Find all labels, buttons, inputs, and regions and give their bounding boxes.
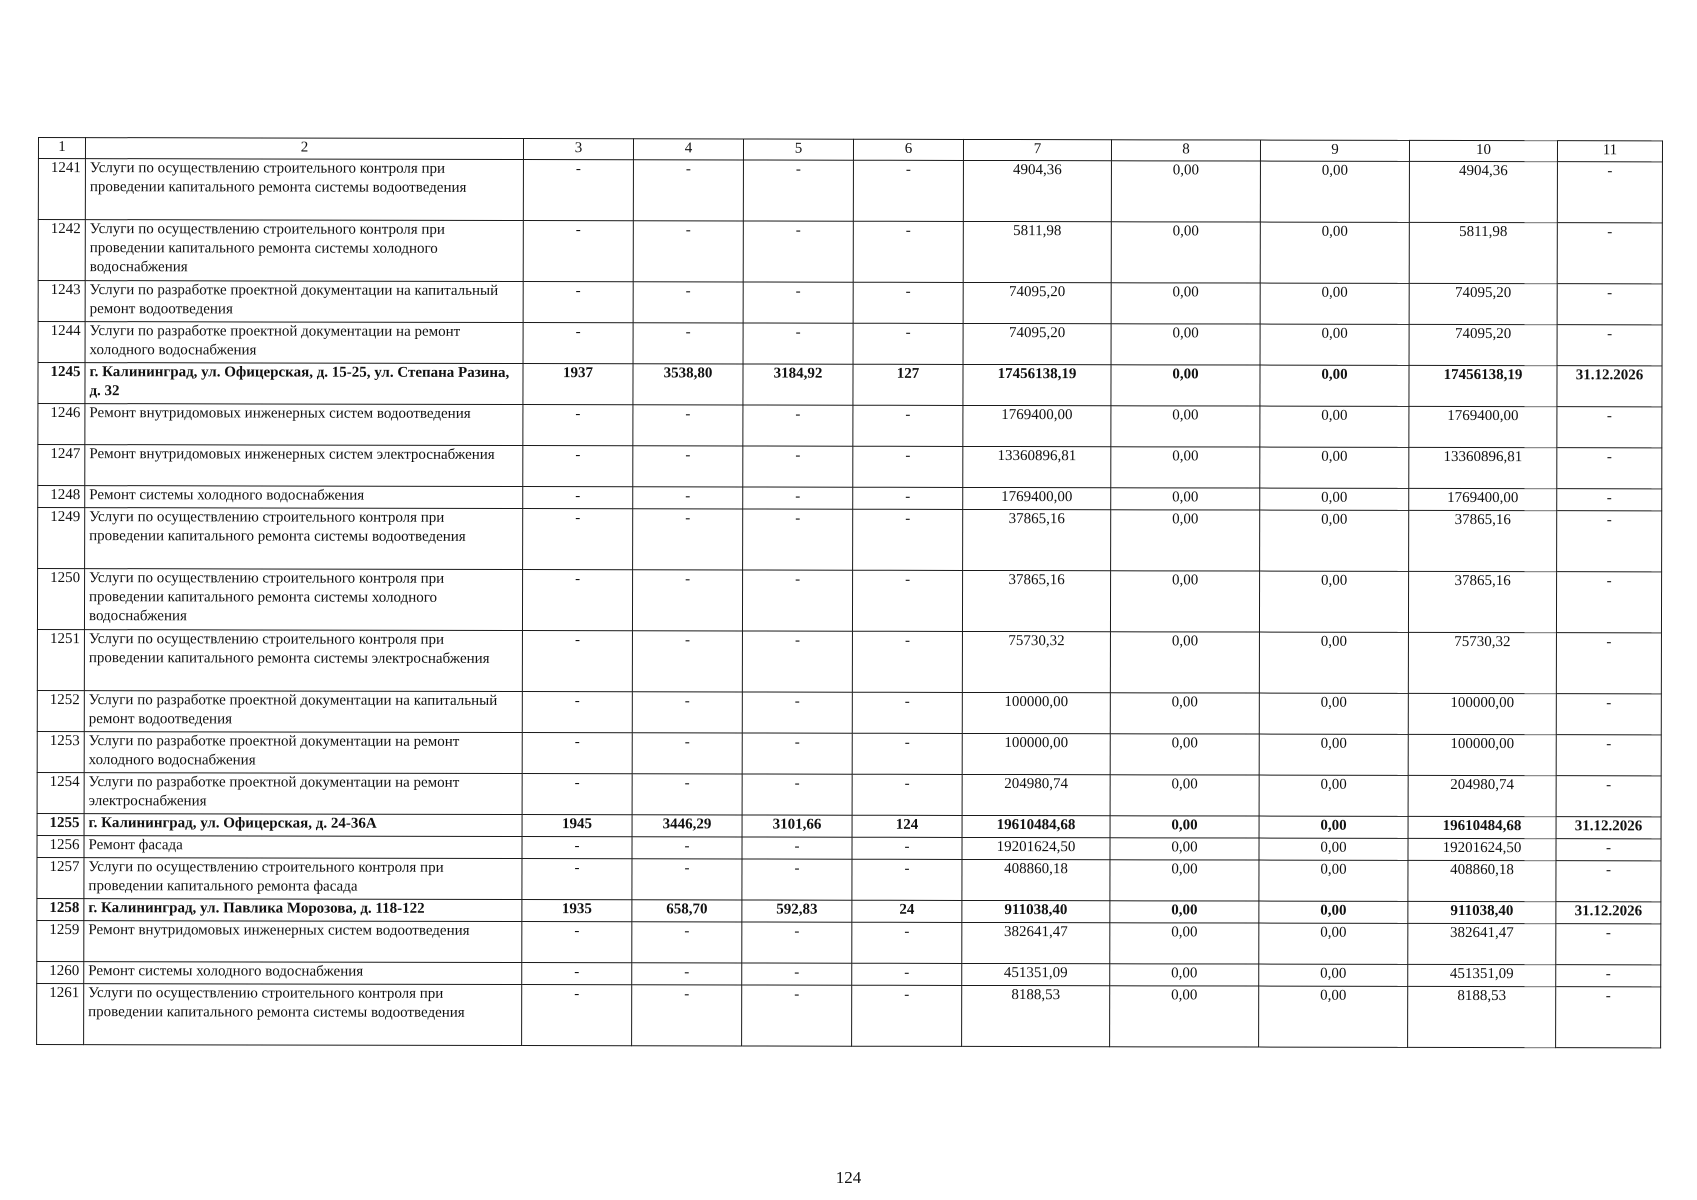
living-area-cell: - bbox=[742, 837, 852, 859]
item-name: Услуги по разработке проектной документации на ремонт холодного водоснабжения bbox=[85, 322, 523, 364]
work-item-row bbox=[37, 731, 1661, 775]
other-cost-cell: 0,00 bbox=[1259, 838, 1408, 860]
row-number: 1244 bbox=[38, 322, 85, 363]
year-built-cell: - bbox=[523, 221, 633, 282]
total-cost-cell: 100000,00 bbox=[962, 733, 1110, 774]
living-area-cell: - bbox=[742, 733, 852, 774]
total-cost-cell: 5811,98 bbox=[963, 221, 1111, 282]
fund-cost-cell: 0,00 bbox=[1111, 406, 1260, 447]
total-area-cell: - bbox=[632, 631, 742, 692]
year-built-cell: - bbox=[523, 509, 633, 570]
living-area-cell: - bbox=[742, 963, 852, 985]
total-area-cell: - bbox=[632, 859, 742, 900]
other-cost-cell: 0,00 bbox=[1259, 632, 1408, 693]
item-name: Услуги по осуществлению строительного контроля при проведении капитального ремонта системы водоотведения bbox=[85, 508, 523, 570]
column-number: 2 bbox=[85, 138, 523, 160]
total-area-cell: - bbox=[632, 837, 742, 859]
row-number: 1245 bbox=[38, 363, 85, 404]
item-name: Ремонт внутридомовых инженерных систем водоотведения bbox=[85, 404, 523, 446]
fund-cost-cell: 0,00 bbox=[1110, 693, 1259, 734]
work-item-row bbox=[37, 920, 1661, 964]
completion-date-cell: - bbox=[1556, 735, 1661, 776]
work-item-row bbox=[38, 322, 1662, 366]
work-item-row bbox=[37, 772, 1661, 816]
regional-cost-cell: 37865,16 bbox=[1409, 510, 1557, 571]
residents-cell: - bbox=[852, 963, 962, 985]
residents-cell: - bbox=[853, 487, 963, 509]
year-built-cell: - bbox=[523, 405, 633, 446]
other-cost-cell: 0,00 bbox=[1259, 571, 1408, 632]
total-area-cell: - bbox=[632, 963, 742, 985]
year-built-cell: - bbox=[523, 487, 633, 509]
work-item-row bbox=[37, 690, 1661, 734]
work-item-row bbox=[37, 629, 1661, 693]
other-cost-cell: 0,00 bbox=[1260, 161, 1409, 222]
regional-cost-cell: 1769400,00 bbox=[1409, 488, 1557, 510]
residents-cell: - bbox=[852, 859, 962, 900]
other-cost-cell: 0,00 bbox=[1259, 860, 1408, 901]
item-name: Ремонт системы холодного водоснабжения bbox=[84, 962, 522, 985]
living-area-cell: - bbox=[742, 922, 852, 963]
residents-cell: 24 bbox=[852, 900, 962, 922]
item-name: Ремонт фасада bbox=[84, 836, 522, 859]
residents-cell: - bbox=[852, 631, 962, 692]
completion-date-cell: - bbox=[1557, 511, 1662, 572]
total-cost-cell: 204980,74 bbox=[962, 774, 1110, 815]
work-item-row bbox=[38, 508, 1662, 572]
row-number: 1241 bbox=[38, 159, 85, 220]
total-area-cell: - bbox=[633, 446, 743, 487]
column-number: 6 bbox=[853, 139, 963, 160]
regional-cost-cell: 13360896,81 bbox=[1409, 447, 1557, 488]
total-cost-cell: 8188,53 bbox=[962, 985, 1110, 1046]
total-area-cell: - bbox=[633, 221, 743, 282]
fund-cost-cell: 0,00 bbox=[1111, 161, 1260, 222]
regional-cost-cell: 911038,40 bbox=[1408, 901, 1556, 923]
column-number: 9 bbox=[1260, 140, 1409, 161]
regional-cost-cell: 451351,09 bbox=[1408, 964, 1556, 986]
item-name: Услуги по осуществлению строительного контроля при проведении капитального ремонта системы водоотведения bbox=[84, 984, 522, 1046]
other-cost-cell: 0,00 bbox=[1259, 734, 1408, 775]
item-name: г. Калининград, ул. Офицерская, д. 24-36А bbox=[84, 814, 522, 837]
other-cost-cell: 0,00 bbox=[1259, 901, 1408, 923]
total-area-cell: - bbox=[632, 985, 742, 1046]
column-number: 7 bbox=[963, 139, 1111, 160]
living-area-cell: - bbox=[743, 323, 853, 364]
year-built-cell: - bbox=[522, 859, 632, 900]
completion-date-cell: - bbox=[1557, 223, 1662, 284]
living-area-cell: - bbox=[743, 405, 853, 446]
year-built-cell: - bbox=[523, 282, 633, 323]
row-number: 1259 bbox=[37, 920, 84, 961]
living-area-cell: - bbox=[743, 160, 853, 221]
total-cost-cell: 17456138,19 bbox=[963, 364, 1111, 405]
other-cost-cell: 0,00 bbox=[1260, 447, 1409, 488]
fund-cost-cell: 0,00 bbox=[1111, 283, 1260, 324]
work-item-row bbox=[37, 983, 1661, 1047]
fund-cost-cell: 0,00 bbox=[1110, 901, 1259, 923]
total-cost-cell: 408860,18 bbox=[962, 859, 1110, 900]
fund-cost-cell: 0,00 bbox=[1110, 632, 1259, 693]
regional-cost-cell: 100000,00 bbox=[1408, 734, 1556, 775]
total-cost-cell: 13360896,81 bbox=[963, 446, 1111, 487]
total-area-cell: 3538,80 bbox=[633, 364, 743, 405]
total-cost-cell: 911038,40 bbox=[962, 900, 1110, 922]
fund-cost-cell: 0,00 bbox=[1111, 510, 1260, 571]
fund-cost-cell: 0,00 bbox=[1111, 324, 1260, 365]
row-number: 1258 bbox=[37, 898, 84, 920]
completion-date-cell: - bbox=[1556, 839, 1661, 861]
other-cost-cell: 0,00 bbox=[1260, 510, 1409, 571]
residents-cell: - bbox=[853, 446, 963, 487]
column-number: 1 bbox=[38, 138, 85, 159]
fund-cost-cell: 0,00 bbox=[1110, 571, 1259, 632]
residents-cell: - bbox=[853, 323, 963, 364]
row-number: 1260 bbox=[37, 961, 84, 983]
column-number: 10 bbox=[1409, 140, 1557, 161]
year-built-cell: - bbox=[523, 323, 633, 364]
living-area-cell: 592,83 bbox=[742, 900, 852, 922]
item-name: Услуги по разработке проектной документации на капитальный ремонт водоотведения bbox=[84, 691, 522, 733]
row-number: 1248 bbox=[38, 486, 85, 508]
residents-cell: - bbox=[853, 405, 963, 446]
item-name: Услуги по осуществлению строительного контроля при проведении капитального ремонта фасада bbox=[84, 858, 522, 900]
item-name: Услуги по разработке проектной документации на ремонт холодного водоснабжения bbox=[84, 732, 522, 774]
total-cost-cell: 19201624,50 bbox=[962, 837, 1110, 859]
total-cost-cell: 37865,16 bbox=[962, 570, 1110, 631]
page-number: 124 bbox=[835, 1168, 862, 1187]
living-area-cell: - bbox=[742, 631, 852, 692]
residents-cell: 127 bbox=[853, 364, 963, 405]
completion-date-cell: - bbox=[1557, 325, 1662, 366]
fund-cost-cell: 0,00 bbox=[1110, 964, 1259, 986]
residents-cell: - bbox=[853, 160, 963, 221]
row-number: 1249 bbox=[38, 508, 85, 569]
year-built-cell: - bbox=[522, 631, 632, 692]
fund-cost-cell: 0,00 bbox=[1110, 734, 1259, 775]
fund-cost-cell: 0,00 bbox=[1111, 488, 1260, 510]
row-number: 1254 bbox=[37, 772, 84, 813]
item-name: г. Калининград, ул. Павлика Морозова, д. 118-122 bbox=[84, 899, 522, 922]
total-area-cell: - bbox=[633, 405, 743, 446]
work-item-row bbox=[37, 569, 1661, 633]
year-built-cell: - bbox=[522, 922, 632, 963]
living-area-cell: - bbox=[742, 570, 852, 631]
residents-cell: - bbox=[853, 282, 963, 323]
completion-date-cell: - bbox=[1556, 965, 1661, 987]
other-cost-cell: 0,00 bbox=[1259, 964, 1408, 986]
item-name: Ремонт системы холодного водоснабжения bbox=[85, 486, 523, 509]
total-area-cell: - bbox=[632, 774, 742, 815]
fund-cost-cell: 0,00 bbox=[1110, 923, 1259, 964]
other-cost-cell: 0,00 bbox=[1259, 775, 1408, 816]
year-built-cell: 1937 bbox=[523, 364, 633, 405]
residents-cell: - bbox=[852, 570, 962, 631]
work-item-row bbox=[38, 445, 1662, 489]
other-cost-cell: 0,00 bbox=[1260, 365, 1409, 406]
total-cost-cell: 19610484,68 bbox=[962, 815, 1110, 837]
living-area-cell: 3101,66 bbox=[742, 815, 852, 837]
item-name: Услуги по осуществлению строительного контроля при проведении капитального ремонта системы электроснабжения bbox=[84, 630, 522, 692]
total-area-cell: - bbox=[633, 282, 743, 323]
living-area-cell: - bbox=[743, 509, 853, 570]
row-number: 1255 bbox=[37, 813, 84, 835]
year-built-cell: - bbox=[523, 160, 633, 221]
item-name: Услуги по разработке проектной документации на ремонт электроснабжения bbox=[84, 773, 522, 815]
residents-cell: - bbox=[852, 774, 962, 815]
row-number: 1261 bbox=[37, 983, 84, 1044]
year-built-cell: 1945 bbox=[522, 815, 632, 837]
living-area-cell: - bbox=[743, 487, 853, 509]
total-area-cell: - bbox=[633, 160, 743, 221]
column-number: 4 bbox=[633, 139, 743, 160]
row-number: 1252 bbox=[37, 690, 84, 731]
completion-date-cell: - bbox=[1556, 987, 1661, 1048]
completion-date-cell: - bbox=[1556, 861, 1661, 902]
column-number: 5 bbox=[743, 139, 853, 160]
living-area-cell: - bbox=[742, 692, 852, 733]
other-cost-cell: 0,00 bbox=[1260, 488, 1409, 510]
total-area-cell: - bbox=[633, 509, 743, 570]
completion-date-cell: 31.12.2026 bbox=[1556, 902, 1661, 924]
regional-cost-cell: 5811,98 bbox=[1409, 222, 1557, 283]
other-cost-cell: 0,00 bbox=[1259, 693, 1408, 734]
year-built-cell: - bbox=[522, 985, 632, 1046]
year-built-cell: - bbox=[522, 570, 632, 631]
year-built-cell: - bbox=[523, 446, 633, 487]
item-name: Услуги по разработке проектной документации на капитальный ремонт водоотведения bbox=[85, 281, 523, 323]
regional-cost-cell: 75730,32 bbox=[1408, 632, 1556, 693]
other-cost-cell: 0,00 bbox=[1260, 406, 1409, 447]
fund-cost-cell: 0,00 bbox=[1110, 986, 1259, 1047]
living-area-cell: - bbox=[742, 985, 852, 1046]
fund-cost-cell: 0,00 bbox=[1110, 860, 1259, 901]
living-area-cell: - bbox=[742, 774, 852, 815]
completion-date-cell: - bbox=[1557, 448, 1662, 489]
column-number: 3 bbox=[523, 139, 633, 160]
year-built-cell: - bbox=[522, 837, 632, 859]
completion-date-cell: 31.12.2026 bbox=[1557, 366, 1662, 407]
fund-cost-cell: 0,00 bbox=[1110, 838, 1259, 860]
fund-cost-cell: 0,00 bbox=[1110, 816, 1259, 838]
residents-cell: - bbox=[853, 509, 963, 570]
row-number: 1243 bbox=[38, 281, 85, 322]
fund-cost-cell: 0,00 bbox=[1111, 447, 1260, 488]
completion-date-cell: - bbox=[1556, 924, 1661, 965]
residents-cell: - bbox=[852, 692, 962, 733]
fund-cost-cell: 0,00 bbox=[1111, 365, 1260, 406]
completion-date-cell: - bbox=[1557, 284, 1662, 325]
total-cost-cell: 1769400,00 bbox=[963, 487, 1111, 509]
living-area-cell: - bbox=[743, 446, 853, 487]
total-cost-cell: 4904,36 bbox=[963, 160, 1111, 221]
item-name: Услуги по осуществлению строительного контроля при проведении капитального ремонта системы холодного водоснабжения bbox=[85, 220, 523, 282]
total-cost-cell: 37865,16 bbox=[963, 509, 1111, 570]
completion-date-cell: - bbox=[1556, 633, 1661, 694]
regional-cost-cell: 204980,74 bbox=[1408, 775, 1556, 816]
item-name: г. Калининград, ул. Офицерская, д. 15-25, ул. Степана Разина, д. 32 bbox=[85, 363, 523, 405]
fund-cost-cell: 0,00 bbox=[1111, 222, 1260, 283]
address-row bbox=[38, 363, 1662, 407]
total-cost-cell: 382641,47 bbox=[962, 922, 1110, 963]
row-number: 1247 bbox=[38, 445, 85, 486]
residents-cell: 124 bbox=[852, 815, 962, 837]
regional-cost-cell: 19201624,50 bbox=[1408, 838, 1556, 860]
work-item-row bbox=[38, 159, 1662, 223]
residents-cell: - bbox=[853, 221, 963, 282]
total-area-cell: 3446,29 bbox=[632, 815, 742, 837]
other-cost-cell: 0,00 bbox=[1260, 324, 1409, 365]
year-built-cell: - bbox=[522, 733, 632, 774]
regional-cost-cell: 37865,16 bbox=[1408, 571, 1556, 632]
row-number: 1257 bbox=[37, 857, 84, 898]
work-item-row bbox=[38, 404, 1662, 448]
year-built-cell: 1935 bbox=[522, 900, 632, 922]
completion-date-cell: 31.12.2026 bbox=[1556, 817, 1661, 839]
total-area-cell: - bbox=[632, 922, 742, 963]
total-cost-cell: 74095,20 bbox=[963, 323, 1111, 364]
year-built-cell: - bbox=[522, 692, 632, 733]
total-cost-cell: 74095,20 bbox=[963, 282, 1111, 323]
total-area-cell: - bbox=[632, 570, 742, 631]
row-number: 1256 bbox=[37, 835, 84, 857]
column-number: 8 bbox=[1111, 140, 1260, 161]
regional-cost-cell: 1769400,00 bbox=[1409, 406, 1557, 447]
item-name: Услуги по осуществлению строительного контроля при проведении капитального ремонта системы холодного водоснабжения bbox=[84, 569, 522, 631]
total-area-cell: - bbox=[632, 692, 742, 733]
work-item-row bbox=[38, 281, 1662, 325]
completion-date-cell: - bbox=[1556, 572, 1661, 633]
total-area-cell: - bbox=[632, 733, 742, 774]
regional-cost-cell: 74095,20 bbox=[1409, 324, 1557, 365]
total-cost-cell: 100000,00 bbox=[962, 692, 1110, 733]
residents-cell: - bbox=[852, 733, 962, 774]
row-number: 1251 bbox=[37, 629, 84, 690]
completion-date-cell: - bbox=[1557, 489, 1662, 511]
column-number: 11 bbox=[1557, 141, 1662, 162]
total-cost-cell: 451351,09 bbox=[962, 963, 1110, 985]
regional-cost-cell: 74095,20 bbox=[1409, 283, 1557, 324]
row-number: 1242 bbox=[38, 220, 85, 281]
other-cost-cell: 0,00 bbox=[1259, 816, 1408, 838]
fund-cost-cell: 0,00 bbox=[1110, 775, 1259, 816]
regional-cost-cell: 100000,00 bbox=[1408, 693, 1556, 734]
other-cost-cell: 0,00 bbox=[1259, 923, 1408, 964]
work-item-row bbox=[38, 220, 1662, 284]
work-item-row bbox=[37, 857, 1661, 901]
total-cost-cell: 1769400,00 bbox=[963, 405, 1111, 446]
regional-cost-cell: 19610484,68 bbox=[1408, 816, 1556, 838]
completion-date-cell: - bbox=[1557, 407, 1662, 448]
living-area-cell: 3184,92 bbox=[743, 364, 853, 405]
completion-date-cell: - bbox=[1557, 162, 1662, 223]
item-name: Ремонт внутридомовых инженерных систем электроснабжения bbox=[85, 445, 523, 487]
total-cost-cell: 75730,32 bbox=[962, 631, 1110, 692]
year-built-cell: - bbox=[522, 963, 632, 985]
repair-program-table bbox=[36, 137, 1663, 1048]
completion-date-cell: - bbox=[1556, 776, 1661, 817]
living-area-cell: - bbox=[742, 859, 852, 900]
regional-cost-cell: 17456138,19 bbox=[1409, 365, 1557, 406]
regional-cost-cell: 8188,53 bbox=[1408, 986, 1556, 1047]
living-area-cell: - bbox=[743, 282, 853, 323]
row-number: 1250 bbox=[37, 569, 84, 630]
regional-cost-cell: 382641,47 bbox=[1408, 923, 1556, 964]
other-cost-cell: 0,00 bbox=[1260, 283, 1409, 324]
other-cost-cell: 0,00 bbox=[1260, 222, 1409, 283]
total-area-cell: - bbox=[633, 487, 743, 509]
item-name: Услуги по осуществлению строительного контроля при проведении капитального ремонта системы водоотведения bbox=[85, 159, 523, 221]
total-area-cell: 658,70 bbox=[632, 900, 742, 922]
completion-date-cell: - bbox=[1556, 694, 1661, 735]
regional-cost-cell: 408860,18 bbox=[1408, 860, 1556, 901]
row-number: 1246 bbox=[38, 404, 85, 445]
living-area-cell: - bbox=[743, 221, 853, 282]
year-built-cell: - bbox=[522, 774, 632, 815]
row-number: 1253 bbox=[37, 731, 84, 772]
regional-cost-cell: 4904,36 bbox=[1409, 161, 1557, 222]
other-cost-cell: 0,00 bbox=[1259, 986, 1408, 1047]
item-name: Ремонт внутридомовых инженерных систем водоотведения bbox=[84, 921, 522, 963]
residents-cell: - bbox=[852, 837, 962, 859]
residents-cell: - bbox=[852, 985, 962, 1046]
total-area-cell: - bbox=[633, 323, 743, 364]
residents-cell: - bbox=[852, 922, 962, 963]
